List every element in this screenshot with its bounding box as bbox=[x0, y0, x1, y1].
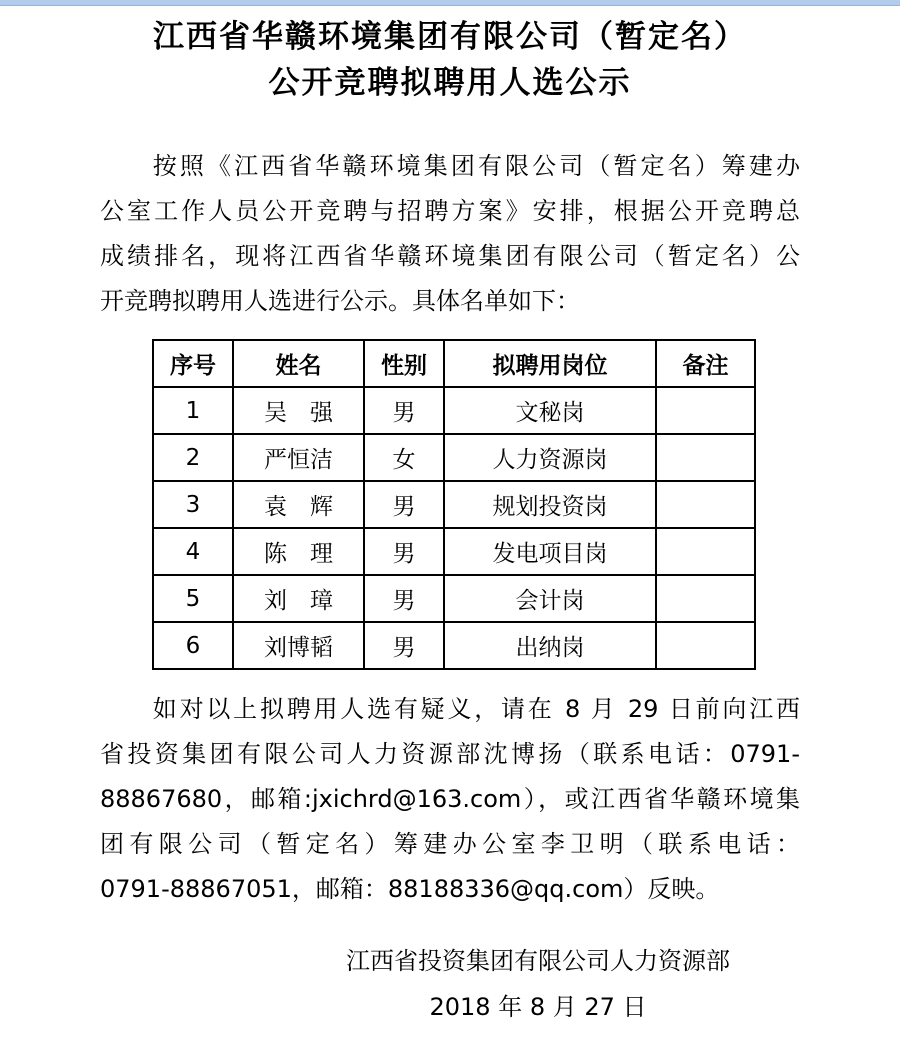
intro-line: 按照《江西省华赣环境集团有限公司（暂定名）筹建办 bbox=[152, 152, 800, 180]
cell-position: 文秘岗 bbox=[444, 387, 656, 434]
cell-gender: 男 bbox=[364, 481, 444, 528]
cell-position: 规划投资岗 bbox=[444, 481, 656, 528]
cell-remarks bbox=[656, 575, 755, 622]
notice-line: 省投资集团有限公司人力资源部沈博扬（联系电话：0791- bbox=[100, 740, 800, 768]
cell-position: 发电项目岗 bbox=[444, 528, 656, 575]
cell-name: 袁 辉 bbox=[233, 481, 364, 528]
cell-position: 人力资源岗 bbox=[444, 434, 656, 481]
header-serial-number: 序号 bbox=[153, 340, 233, 387]
header-position: 拟聘用岗位 bbox=[444, 340, 656, 387]
signature-block bbox=[346, 938, 730, 1030]
cell-remarks bbox=[656, 622, 755, 669]
title-line-2: 公开竞聘拟聘用人选公示 bbox=[268, 65, 632, 101]
cell-gender: 女 bbox=[364, 434, 444, 481]
cell-name: 刘博韬 bbox=[233, 622, 364, 669]
cell-serial: 6 bbox=[153, 622, 233, 669]
notice-paragraph bbox=[100, 687, 800, 912]
table-row bbox=[153, 481, 755, 528]
cell-gender: 男 bbox=[364, 387, 444, 434]
header-gender: 性别 bbox=[364, 340, 444, 387]
cell-gender: 男 bbox=[364, 528, 444, 575]
table-row bbox=[153, 387, 755, 434]
cell-serial: 1 bbox=[153, 387, 233, 434]
table-row bbox=[153, 622, 755, 669]
table-row bbox=[153, 575, 755, 622]
cell-gender: 男 bbox=[364, 575, 444, 622]
intro-line: 开竞聘拟聘用人选进行公示。具体名单如下： bbox=[100, 287, 580, 315]
cell-gender: 男 bbox=[364, 622, 444, 669]
cell-serial: 2 bbox=[153, 434, 233, 481]
table-row bbox=[153, 528, 755, 575]
cell-name: 严恒洁 bbox=[233, 434, 364, 481]
notice-line: 88867680，邮箱:jxichrd@163.com），或江西省华赣环境集 bbox=[100, 785, 800, 813]
cell-name: 陈 理 bbox=[233, 528, 364, 575]
cell-remarks bbox=[656, 481, 755, 528]
notice-line: 0791-88867051，邮箱：88188336@qq.com）反映。 bbox=[100, 875, 720, 903]
notice-line: 团有限公司（暂定名）筹建办公室李卫明（联系电话： bbox=[100, 830, 800, 858]
header-name: 姓名 bbox=[233, 340, 364, 387]
cell-remarks bbox=[656, 528, 755, 575]
cell-serial: 3 bbox=[153, 481, 233, 528]
document-title bbox=[0, 14, 900, 106]
signature-date: 2018 年 8 月 27 日 bbox=[429, 993, 647, 1021]
cell-position: 会计岗 bbox=[444, 575, 656, 622]
cell-position: 出纳岗 bbox=[444, 622, 656, 669]
title-line-1: 江西省华赣环境集团有限公司（暂定名） bbox=[153, 19, 747, 55]
header-remarks: 备注 bbox=[656, 340, 755, 387]
candidates-table bbox=[152, 339, 756, 670]
table-header-row bbox=[153, 340, 755, 387]
signature-department: 江西省投资集团有限公司人力资源部 bbox=[346, 947, 730, 975]
document-body bbox=[100, 144, 800, 912]
intro-line: 成绩排名，现将江西省华赣环境集团有限公司（暂定名）公 bbox=[100, 242, 800, 270]
cell-name: 吴 强 bbox=[233, 387, 364, 434]
intro-line: 公室工作人员公开竞聘与招聘方案》安排，根据公开竞聘总 bbox=[100, 197, 800, 225]
cell-serial: 5 bbox=[153, 575, 233, 622]
intro-paragraph bbox=[100, 144, 800, 324]
notice-line: 如对以上拟聘用人选有疑义，请在 8 月 29 日前向江西 bbox=[152, 695, 800, 723]
cell-remarks bbox=[656, 387, 755, 434]
cell-name: 刘 璋 bbox=[233, 575, 364, 622]
cell-serial: 4 bbox=[153, 528, 233, 575]
cell-remarks bbox=[656, 434, 755, 481]
table-row bbox=[153, 434, 755, 481]
top-accent-bar bbox=[0, 0, 900, 6]
